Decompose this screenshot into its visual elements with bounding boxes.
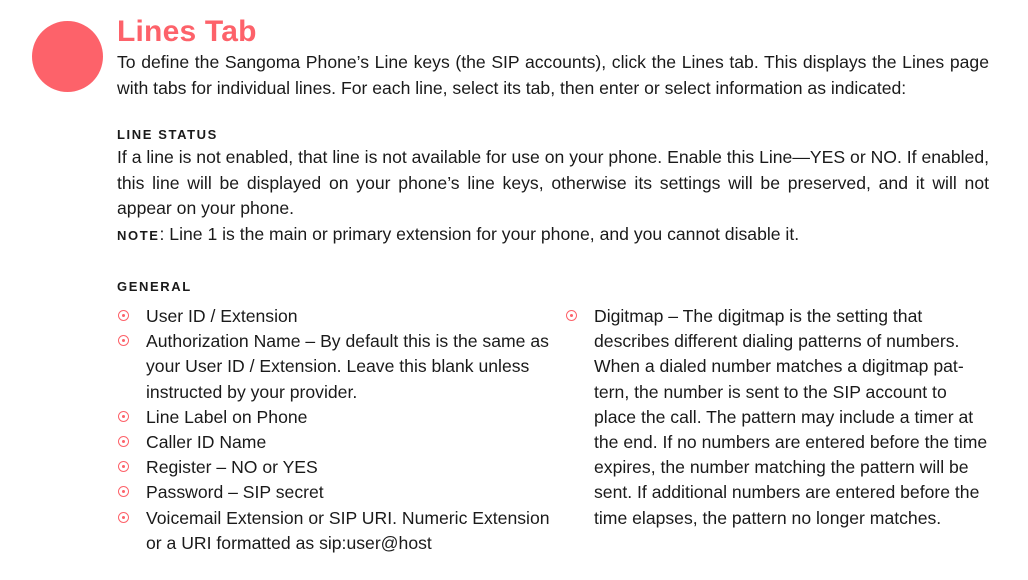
bullet-icon bbox=[118, 512, 129, 523]
list-item bbox=[115, 304, 563, 329]
note-label: NOTE bbox=[117, 227, 160, 243]
list-item bbox=[115, 506, 563, 556]
note-paragraph bbox=[117, 222, 989, 249]
bullet-icon bbox=[118, 310, 129, 321]
list-item bbox=[115, 455, 563, 480]
list-item-text: User ID / Extension bbox=[146, 306, 298, 326]
general-left-column bbox=[115, 304, 563, 556]
bullet-icon bbox=[118, 436, 129, 447]
list-item bbox=[115, 480, 563, 505]
general-columns bbox=[115, 304, 989, 556]
list-item bbox=[563, 304, 988, 531]
list-item-text: Register – NO or YES bbox=[146, 457, 318, 478]
line-status-body: If a line is not enabled, that line is not available for use on your phone. Enable this Line—YES or NO. If enabled, this line will be displayed on your phone’s line keys, otherwise its settings will be preserved, and it will not appear on your phone. bbox=[117, 147, 989, 218]
bullet-icon bbox=[118, 411, 129, 422]
general-right-list bbox=[563, 304, 988, 531]
list-item-text: Caller ID Name bbox=[146, 432, 267, 453]
general-left-list bbox=[115, 304, 563, 556]
list-item-text: Line Label on Phone bbox=[146, 406, 308, 427]
list-item-text: Password – SIP secret bbox=[146, 482, 324, 503]
list-item bbox=[115, 405, 563, 430]
decorative-circle bbox=[32, 21, 103, 92]
page-title: Lines Tab bbox=[117, 15, 257, 48]
intro-paragraph: To define the Sangoma Phone’s Line keys (the SIP accounts), click the Lines tab. This displays the Lines page with tabs for individual lines. For each line, select its tab, then enter or select information as indicated: bbox=[117, 52, 989, 98]
bullet-icon bbox=[118, 335, 129, 346]
list-item-text: Digitmap – The digitmap is the setting that describes different dialing patterns of numbers. When a dialed number matches a digitmap pattern, the number is sent to the SIP account to place the call. The pattern may include a timer at the end. If no numbers are entered before the time expires, the number matching the pattern will be sent. If additional numbers are entered before the time elapses, the pattern no longer matches. bbox=[594, 306, 988, 528]
note-text: : Line 1 is the main or primary extension for your phone, and you cannot disable it. bbox=[159, 223, 800, 244]
general-right-column bbox=[563, 304, 988, 556]
bullet-icon bbox=[566, 310, 577, 321]
document-content bbox=[117, 14, 989, 556]
bullet-icon bbox=[118, 461, 129, 472]
line-status-heading: LINE STATUS bbox=[117, 127, 218, 142]
bullet-icon bbox=[118, 486, 129, 497]
list-item-text: Authorization Name – By default this is the same as your User ID / Extension. Leave this blank unless instructed by your provider. bbox=[146, 331, 549, 402]
list-item bbox=[115, 329, 563, 405]
list-item-text: Voicemail Extension or SIP URI. Numeric Extension or a URI formatted as sip:user@host bbox=[146, 507, 550, 553]
general-heading: GENERAL bbox=[117, 279, 192, 294]
list-item bbox=[115, 430, 563, 455]
